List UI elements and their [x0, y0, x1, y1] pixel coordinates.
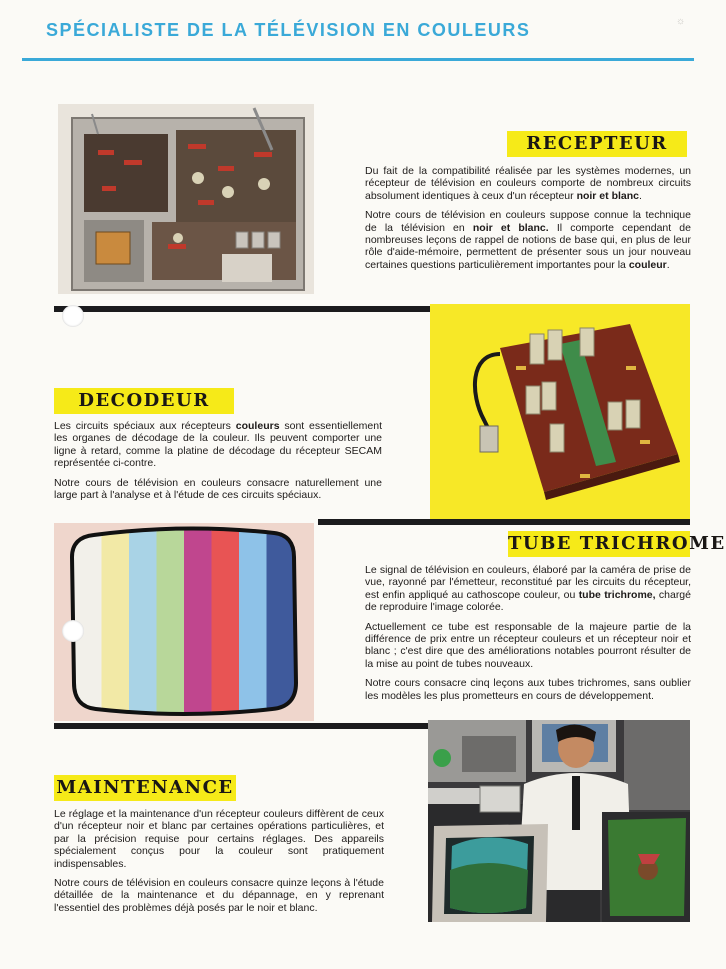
decoder-board-illustration — [430, 304, 690, 519]
maintenance-text — [54, 808, 384, 921]
page-title: SPÉCIALISTE DE LA TÉLÉVISION EN COULEURS — [46, 20, 531, 40]
test-bar — [212, 523, 240, 721]
text-segment: sont essentiellement les organes de décodage de la couleur. Ils peuvent comporter une ligne à retard, comme la platine de décodage du récepteur SECAM représentée ci-contre. — [54, 420, 383, 470]
punch-hole-1 — [62, 305, 84, 327]
text-segment: chargé de reproduire l'image colorée. — [365, 588, 691, 614]
tube-paragraph-3 — [365, 677, 691, 702]
text-segment: Le signal de télévision en couleurs, élaboré par la caméra de prise de vue, rayonné par l'émetteur, reconstitué par les circuits du récepteur, est enfin appliqué au cathoscope couleur, ou — [365, 564, 691, 601]
decodeur-text — [54, 420, 382, 508]
recepteur-paragraph-2 — [365, 209, 691, 271]
text-segment: . — [666, 258, 670, 271]
text-segment: Notre cours de télévision en couleurs consacre naturellement une large part à l'analyse et à l'étude de ces circuits spéciaux. — [54, 476, 382, 502]
maintenance-paragraph-2 — [54, 877, 384, 914]
text-segment: Notre cours de télévision en couleurs consacre quinze leçons à l'étude détaillée de la maintenance et du dépannage, en y reprenant l'essentiel des problèmes déjà posés par le noir et blanc. — [54, 877, 384, 914]
text-segment: couleur — [628, 258, 667, 271]
decodeur-paragraph-1 — [54, 420, 382, 470]
text-segment: Notre cours de télévision en couleurs suppose connue la technique de la télévision en — [365, 209, 691, 234]
recepteur-paragraph-1 — [365, 165, 691, 202]
color-tube-test-pattern — [54, 523, 314, 721]
recepteur-photo — [58, 104, 314, 294]
tube-paragraph-1 — [365, 564, 691, 614]
test-bar — [184, 523, 212, 721]
test-bar — [129, 523, 157, 721]
corner-mark: ☼ — [676, 16, 686, 27]
text-segment: Du fait de la compatibilité réalisée par les systèmes modernes, un récepteur de télévision en couleurs comporte de nombreux circuits absolument identiques à ceux d'un récepteur — [365, 165, 691, 202]
tube-text — [365, 564, 691, 709]
tube-heading: TUBE TRICHROME — [508, 531, 690, 557]
text-segment: Il comporte cependant de nombreuses leçons de rappel de notions de base qui, en plus de leur rôle d'aide-mémoire, permettent de présenter sous un jour nouveau certaines questions particulièrement importantes pour la — [365, 221, 691, 271]
text-segment: Notre cours consacre cinq leçons aux tubes trichromes, sans oublier les modèles les plus prometteurs en cours de développement. — [365, 677, 691, 702]
text-segment: noir et blanc. — [472, 221, 549, 234]
divider-bar-1 — [54, 306, 432, 312]
divider-bar-3 — [54, 723, 430, 729]
text-segment: noir et blanc — [576, 189, 639, 202]
maintenance-photo — [428, 720, 690, 922]
decodeur-heading: DECODEUR — [54, 388, 234, 414]
punch-hole-2 — [62, 620, 84, 642]
text-segment: tube trichrome, — [578, 588, 656, 601]
header-rule — [22, 58, 694, 61]
maintenance-heading: MAINTENANCE — [54, 775, 236, 801]
tube-paragraph-2 — [365, 621, 691, 671]
circuit-chassis-illustration — [58, 104, 314, 294]
test-bar — [102, 523, 130, 721]
test-bar — [239, 523, 267, 721]
tube-photo — [54, 523, 314, 721]
maintenance-paragraph-1 — [54, 808, 384, 870]
decodeur-photo — [430, 304, 690, 519]
decodeur-paragraph-2 — [54, 477, 382, 502]
text-segment: Le réglage et la maintenance d'un récepteur couleurs diffèrent de ceux d'un récepteur noir et blanc par certaines opérations particulières, et par la précision requise pour certains réglages. Des appareils spécialement conçus pour la couleur sont pratiquement indispensables. — [54, 808, 384, 870]
recepteur-text — [365, 165, 691, 278]
text-segment: Les circuits spéciaux aux récepteurs — [54, 420, 236, 432]
recepteur-heading: RECEPTEUR — [507, 131, 687, 157]
test-bar — [267, 523, 295, 721]
technician-repair-illustration — [428, 720, 690, 922]
text-segment: couleurs — [235, 420, 280, 432]
text-segment: . — [639, 189, 642, 202]
divider-bar-2 — [318, 519, 690, 525]
test-bar — [157, 523, 185, 721]
text-segment: Actuellement ce tube est responsable de la majeure partie de la différence de prix entre un récepteur couleurs et un récepteur noir et blanc ; c'est dire que des améliorations notables pourront résulter de la mise au point de tubes nouveaux. — [365, 620, 691, 670]
